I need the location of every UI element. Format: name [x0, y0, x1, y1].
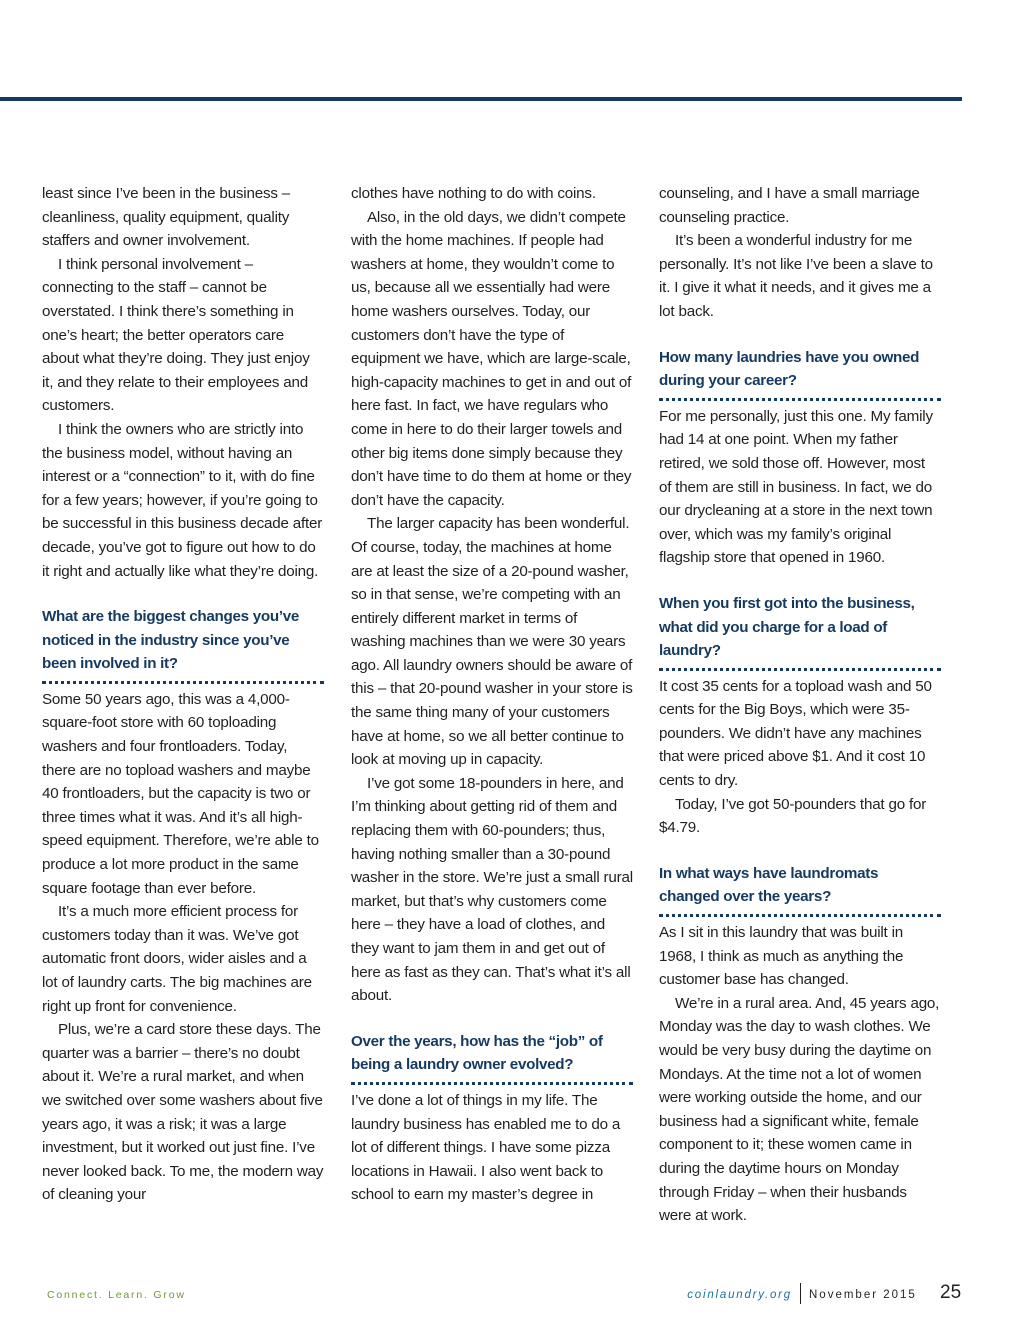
- paragraph: I think personal involvement – connecting to the staff – cannot be overstated. I think there’s something in one’s heart; the better operators care about what they’re doing. They just enjoy it, and they relate to their employees and customers.: [42, 255, 310, 415]
- footer-date: November 2015: [809, 1289, 917, 1301]
- paragraph: It’s a much more efficient process for customers today than it was. We’ve got automatic front doors, wider aisles and a lot of laundry carts. The big machines are right up front for convenience.: [42, 903, 312, 1015]
- question-heading: How many laundries have you owned during your career?: [659, 346, 941, 401]
- paragraph: The larger capacity has been wonderful. Of course, today, the machines at home are at least the size of a 20-pound washer, so in that sense, we’re competing with an entirely different market in terms of washing machines than we were 30 years ago. All laundry owners should be aware of this – that 20-pound washer in your store is the same thing many of your customers have at home, so we all better continue to look at moving up in capacity.: [351, 515, 633, 769]
- paragraph: I think the owners who are strictly into the business model, without having an interest or a “connection” to it, with do fine for a few years; however, if you’re going to be successful in this business decade after decade, you’ve got to figure out how to do it right and actually like what they’re doing.: [42, 420, 323, 580]
- header-rule: [0, 97, 962, 101]
- column-3: [659, 182, 941, 1228]
- paragraph: counseling, and I have a small marriage counseling practice.: [659, 185, 920, 226]
- paragraph: We’re in a rural area. And, 45 years ago, Monday was the day to wash clothes. We would be very busy during the daytime on Mondays. At the time not a lot of women were working outside the home, and our business had a significant white, female component to it; these women came in during the daytime hours on Monday through Friday – when their husbands were at work.: [659, 994, 940, 1225]
- paragraph: For me personally, just this one. My family had 14 at one point. When my father retired, we sold those off. However, most of them are still in business. In fact, we do our drycleaning at a store in the next town over, which was my family’s original flagship store that opened in 1960.: [659, 407, 933, 567]
- paragraph: Today, I’ve got 50-pounders that go for $4.79.: [659, 795, 927, 837]
- paragraph: least since I’ve been in the business – cleanliness, quality equipment, quality staffers and owner involvement.: [42, 185, 291, 250]
- paragraph: It cost 35 cents for a topload wash and 50 cents for the Big Boys, which were 35-pounders. We didn’t have any machines that were priced above $1. And it cost 10 cents to dry.: [659, 677, 932, 790]
- paragraph: Plus, we’re a card store these days. The quarter was a barrier – there’s no doubt about it. We’re a rural market, and when we switched over some washers about five years ago, it was a risk; it was a large investment, but it worked out just fine. I’ve never looked back. To me, the modern way of cleaning your: [42, 1021, 324, 1204]
- paragraph: Also, in the old days, we didn’t compete with the home machines. If people had washers at home, they wouldn’t come to us, because all we essentially had were home washers ourselves. Today, our customers don’t have the type of equipment we have, which are large-scale, high-capacity machines to get in and out of here fast. In fact, we have regulars who come in here to do their larger towels and other big items done simply because they don’t have time to do them at home or they don’t have the capacity.: [351, 208, 632, 509]
- footer-tagline: Connect. Learn. Grow: [47, 1289, 186, 1301]
- paragraph: It’s been a wonderful industry for me personally. It’s not like I’ve been a slave to it. I give it what it needs, and it gives me a lot back.: [659, 232, 933, 320]
- question-heading: When you first got into the business, what did you charge for a load of laundry?: [659, 592, 941, 671]
- paragraph: I’ve got some 18-pounders in here, and I’m thinking about getting rid of them and replacing them with 60-pounders; thus, having nothing smaller than a 30-pound washer in the store. We’re just a small rural market, but that’s why customers come here – they have a load of clothes, and they want to jam them in and get out of here as fast as they can. That’s what it’s all about.: [351, 774, 633, 1005]
- column-2: [351, 182, 633, 1207]
- paragraph: Some 50 years ago, this was a 4,000-square-foot store with 60 toploading washers and four frontloaders. Today, there are no topload washers and maybe 40 frontloaders, but the capacity is two or three times what it was. And it’s all high-speed equipment. Therefore, we’re able to produce a lot more product in the same square footage than ever before.: [42, 690, 319, 897]
- question-heading: Over the years, how has the “job” of being a laundry owner evolved?: [351, 1030, 633, 1085]
- column-1: [42, 182, 324, 1207]
- question-heading: What are the biggest changes you’ve noticed in the industry since you’ve been involved in it?: [42, 605, 324, 684]
- footer-site-link[interactable]: coinlaundry.org: [687, 1289, 792, 1301]
- footer-divider: [800, 1283, 801, 1304]
- paragraph: I’ve done a lot of things in my life. The laundry business has enabled me to do a lot of different things. I have some pizza locations in Hawaii. I also went back to school to earn my master’s degree in: [351, 1091, 621, 1204]
- paragraph: As I sit in this laundry that was built in 1968, I think as much as anything the customer base has changed.: [659, 924, 904, 989]
- paragraph: clothes have nothing to do with coins.: [351, 185, 596, 202]
- page-number: 25: [940, 1282, 962, 1303]
- question-heading: In what ways have laundromats changed over the years?: [659, 862, 941, 917]
